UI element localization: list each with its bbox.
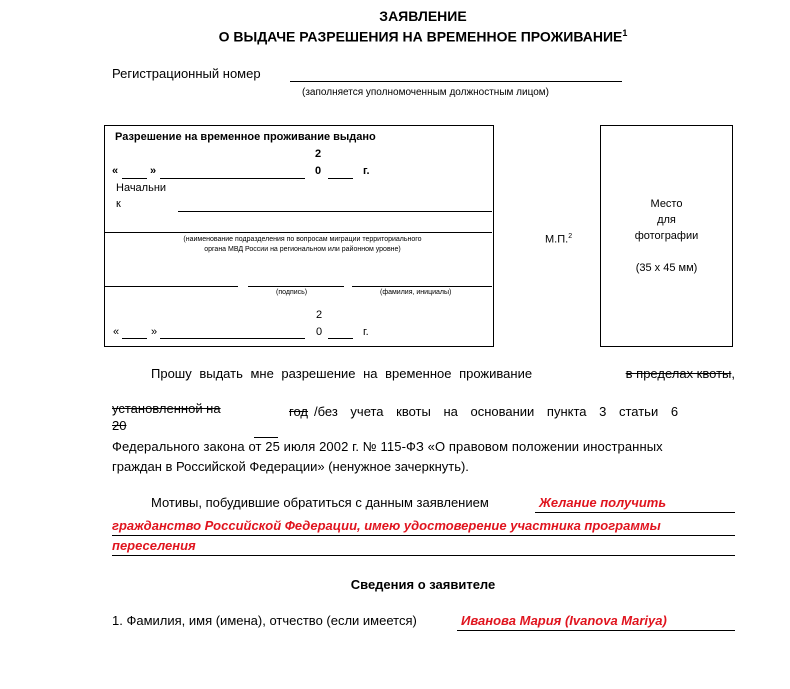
chief-label-1: Начальни [116,182,167,194]
stamp-label: М.П. [545,233,569,246]
date2-open-quote: « [113,326,120,338]
strike-established: установленной на [112,401,221,416]
applicant-name-underline [457,630,735,631]
dept-field[interactable] [104,232,492,233]
applicant-name-label: 1. Фамилия, имя (имена), отчество (если имеется) [112,613,417,628]
registration-note: (заполняется уполномоченным должностным лицом) [302,87,549,98]
year-suffix: г. [363,165,370,177]
year-blank[interactable] [254,437,278,438]
year-prefix-top: 2 [315,148,322,160]
strike-year-number: 20 [112,418,127,433]
motives-underline-1 [535,512,735,513]
photo-line-1: Место [650,198,683,210]
name-initials-field[interactable] [352,286,492,287]
motives-underline-3 [112,555,735,556]
date2-day-field[interactable] [122,338,147,339]
applicant-section-title: Сведения о заявителе [350,577,496,592]
date-year-field[interactable] [328,178,353,179]
form-subtitle-text: О ВЫДАЧЕ РАЗРЕШЕНИЯ НА ВРЕМЕННОЕ ПРОЖИВАНИЕ [218,28,623,45]
strike-year-word: год [289,404,308,419]
date-day-field[interactable] [122,178,147,179]
motives-answer-line-3[interactable]: переселения [112,538,196,553]
photo-size: (35 х 45 мм) [635,262,698,274]
footnote-2: 2 [568,233,573,240]
date2-year-field[interactable] [328,338,353,339]
request-line-2-text: /без учета квоты на основании пункта 3 статьи 6 [314,404,679,419]
signature-field[interactable] [104,286,238,287]
request-line-1-text: Прошу выдать мне разрешение на временное проживание [151,366,533,381]
chief-label-2: к [116,198,121,210]
year-prefix-bottom: 0 [315,165,322,177]
permit-heading: Разрешение на временное проживание выдано [115,131,376,143]
signature-caption: (подпись) [276,289,308,296]
request-line-3: Федерального закона от 25 июля 2002 г. № 115-ФЗ «О правовом положении иностранных [112,439,663,454]
year2-prefix-bottom: 0 [316,326,323,338]
date-open-quote: « [112,165,119,177]
photo-line-3: фотографии [634,230,699,242]
request-line-1-end [626,366,735,381]
date-month-field[interactable] [160,178,305,179]
photo-text [600,196,733,276]
motives-underline-2 [112,535,735,536]
footnote-1: 1 [622,28,628,38]
form-title: ЗАЯВЛЕНИЕ [379,8,467,24]
request-line-4: граждан в Российской Федерации» (ненужное зачеркнуть). [112,459,469,474]
motives-answer-line-1[interactable]: Желание получить [539,495,667,510]
strike-quota: в пределах квоты [625,366,732,381]
date2-close-quote: » [151,326,158,338]
request-comma: , [731,366,735,381]
year2-prefix-top: 2 [316,309,323,321]
motives-label: Мотивы, побудившие обратиться с данным заявлением [151,495,489,510]
dept-caption: (наименование подразделения по вопросам миграции территориального органа МВД России на региональном или районном уровне) [183,236,422,253]
name-caption: (фамилия, инициалы) [380,289,452,296]
registration-label: Регистрационный номер [112,66,261,81]
date2-month-field[interactable] [160,338,305,339]
date-close-quote: » [150,165,157,177]
year2-suffix: г. [363,326,369,338]
form-subtitle [0,28,790,45]
applicant-name-value[interactable]: Иванова Мария (Ivanova Mariya) [461,613,667,628]
stamp-placeholder [545,233,572,246]
chief-name-field[interactable] [178,211,492,212]
request-line-1 [151,366,735,381]
registration-number-field[interactable] [290,81,622,82]
signature-field-2[interactable] [248,286,344,287]
motives-answer-line-2[interactable]: гражданство Российской Федерации, имею удостоверение участника программы [112,518,661,533]
photo-line-2: для [657,214,676,226]
